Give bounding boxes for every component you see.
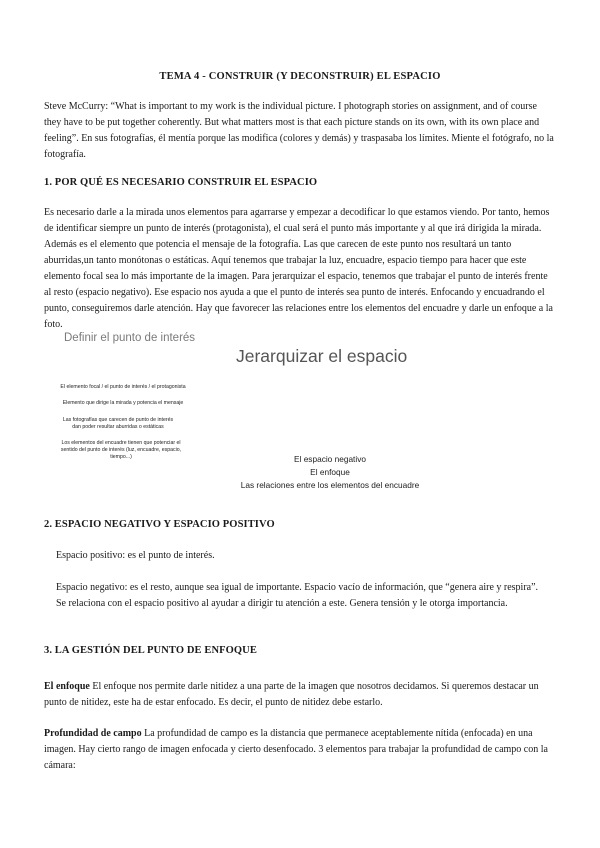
- figure-right-item: El enfoque: [310, 467, 350, 477]
- figure-left-item: Los elementos del encuadre tienen que potenciar el sentido del punto de interés (luz, encuadre, espacio, tiempo...): [60, 440, 182, 460]
- intro-paragraph: Steve McCurry: “What is important to my work is the individual picture. I photograph stories on assignment, and of course they have to be put together coherently. But what matters most is that each picture stands on its own, with its own place and feeling”. En sus fotografías, él mentía porque las modifica (colores y demás) y traspasaba los límites. Miente el fotógrafo, no la fotografía.: [44, 101, 554, 160]
- figure-left-item: Elemento que dirige la mirada y potencia el mensaje: [62, 400, 184, 406]
- figure-right-item: El espacio negativo: [294, 454, 366, 464]
- document-title: TEMA 4 - CONSTRUIR (Y DECONSTRUIR) EL ESPACIO: [159, 71, 441, 82]
- section-3-depth-paragraph: [44, 726, 556, 774]
- section-1-body: Es necesario darle a la mirada unos elementos para agarrarse y empezar a decodificar lo que estamos viendo. Por tanto, hemos de identificar siempre un punto de interés (protagonista), el cual será el punto más importante y al que irá dirigida la mirada. Además es el elemento que potencia el mensaje de la fotografía. Las que carecen de este punto nos resultará un tanto aburridas,un tanto monótonas o estáticas. Aquí tenemos que trabajar la luz, encuadre, espacio tiempo para hacer que este elemento focal sea lo más importante de la imagen. Para jerarquizar el espacio, tenemos que trabajar el punto de interés frente al resto (espacio negativo). Ese espacio nos ayuda a que el punto de interés sea punto de interés. Enfocando y encuadrando el punto, conseguiremos darle atención. Hay que favorecer las relaciones entre los elementos del encuadre y darle un enfoque a la foto.: [44, 207, 553, 330]
- focus-label: El enfoque: [44, 681, 90, 692]
- section-2-positive: Espacio positivo: es el punto de interés.: [56, 550, 215, 561]
- figure-left-title: Definir el punto de interés: [64, 332, 196, 344]
- section-3-focus-paragraph: [44, 679, 556, 711]
- depth-label: Profundidad de campo: [44, 728, 142, 739]
- depth-text: La profundidad de campo es la distancia que permanece aceptablemente nítida (enfocada) en una imagen. Hay cierto rango de imagen enfocada y cierto desenfocado. 3 elementos para trabajar la profundidad de campo con la cámara:: [44, 728, 548, 771]
- section-2-heading: 2. ESPACIO NEGATIVO Y ESPACIO POSITIVO: [44, 519, 275, 530]
- section-2-negative: Espacio negativo: es el resto, aunque sea igual de importante. Espacio vacío de información, que “genera aire y respira”. Se relaciona con el espacio positivo al ayudar a dirigir tu atención a este. Genera tensión y le otorga importancia.: [56, 582, 539, 609]
- section-3-heading: 3. LA GESTIÓN DEL PUNTO DE ENFOQUE: [44, 645, 257, 656]
- section-1-heading: 1. POR QUÉ ES NECESARIO CONSTRUIR EL ESPACIO: [44, 177, 318, 188]
- figure-left-item: Las fotografías que carecen de punto de interés dan poder resultar aburridas o estáticas: [62, 417, 174, 430]
- figure-left-item: El elemento focal / el punto de interés / el protagonista: [60, 384, 186, 390]
- focus-text: El enfoque nos permite darle nitidez a una parte de la imagen que nosotros decidamos. Si queremos destacar un punto de nitidez, este ha de estar enfocado. Es decir, el punto de nitidez debe estarlo.: [44, 681, 539, 708]
- figure-right-title: Jerarquizar el espacio: [236, 346, 408, 366]
- figure-right-item: Las relaciones entre los elementos del encuadre: [240, 480, 420, 490]
